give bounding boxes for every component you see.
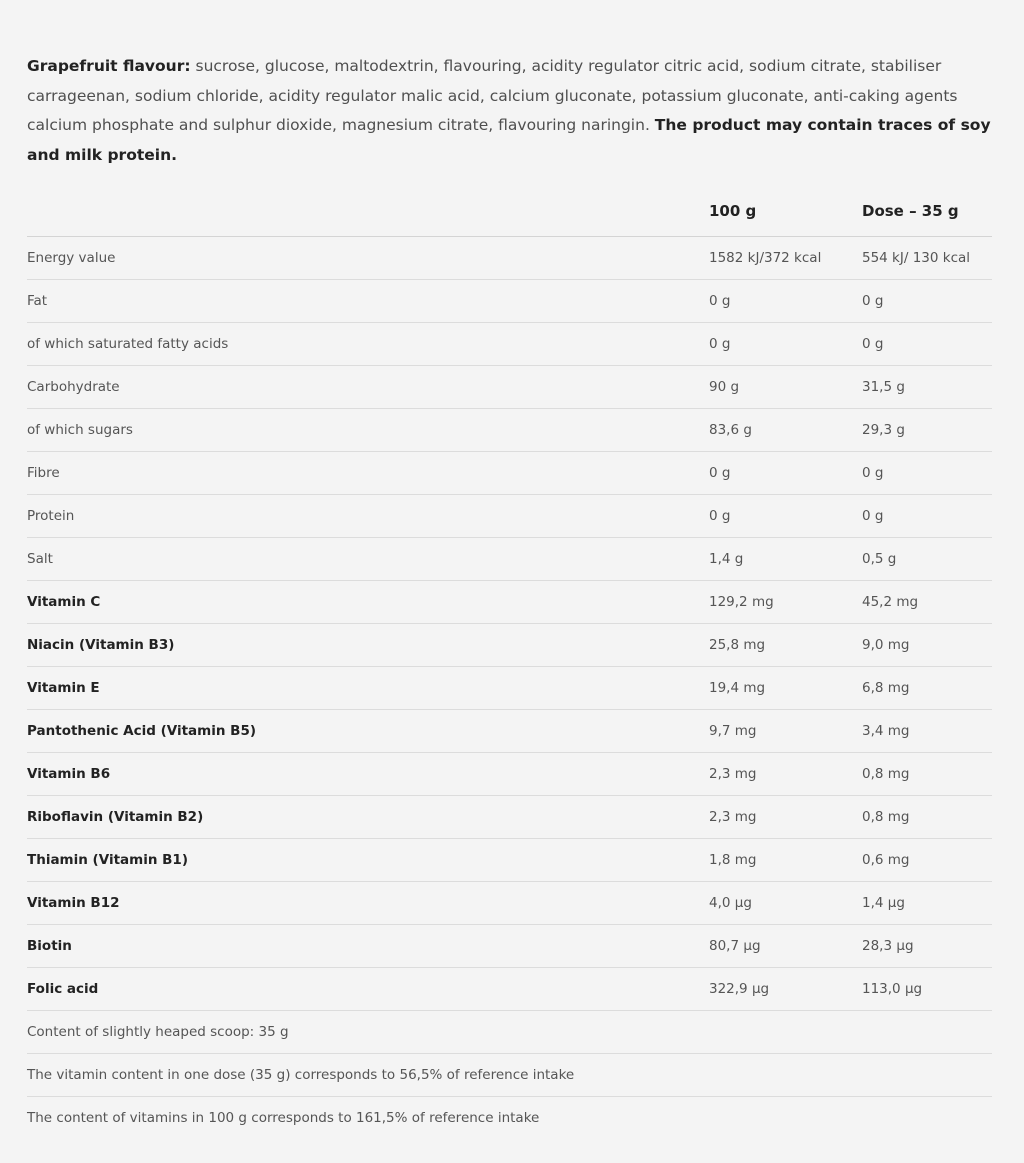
ingredients-text: sucrose, glucose, maltodextrin, flavouring, acidity regulator citric acid, sodium citrate, stabiliser carrageenan, sodium chloride, acidity regulator malic acid, calcium gluconate, potassium gluconate, anti-caking agents calcium phosphate and sulphur dioxide, magnesium citrate, flavouring naringin. [27, 57, 958, 134]
nutrient-name: Vitamin C [27, 594, 101, 610]
table-row [27, 237, 992, 280]
per-dose-value: 3,4 mg [862, 723, 910, 739]
per-100g-value: 4,0 µg [709, 895, 752, 911]
per-100g-value: 2,3 mg [709, 766, 757, 782]
per-dose-value: 0,6 mg [862, 852, 910, 868]
nutrient-name: Vitamin E [27, 680, 100, 696]
per-100g-value: 1,4 g [709, 551, 744, 567]
per-dose-value: 554 kJ/ 130 kcal [862, 250, 971, 266]
per-dose-value: 1,4 µg [862, 895, 905, 911]
per-dose-value: 0 g [862, 465, 884, 481]
nutrient-name: Vitamin B6 [27, 766, 111, 782]
nutrient-name: Energy value [27, 250, 116, 266]
table-row [27, 452, 992, 495]
table-row [27, 366, 992, 409]
per-dose-value: 9,0 mg [862, 637, 910, 653]
nutrient-name: of which sugars [27, 422, 133, 438]
per-100g-value: 2,3 mg [709, 809, 757, 825]
table-row [27, 882, 992, 925]
nutrient-name: Fibre [27, 465, 60, 481]
nutrient-name: Fat [27, 293, 48, 309]
per-100g-value: 322,9 µg [709, 981, 770, 997]
per-100g-value: 0 g [709, 293, 731, 309]
nutrient-name: Thiamin (Vitamin B1) [27, 852, 188, 868]
per-dose-value: 31,5 g [862, 379, 905, 395]
nutrient-name: Folic acid [27, 981, 99, 997]
table-row [27, 968, 992, 1011]
per-dose-value: 28,3 µg [862, 938, 914, 954]
product-info [27, 52, 992, 1139]
scoop-content-note: Content of slightly heaped scoop: 35 g [27, 1011, 992, 1054]
per-100g-value: 25,8 mg [709, 637, 766, 653]
nutrient-name: of which saturated fatty acids [27, 336, 229, 352]
nutrient-name: Carbohydrate [27, 379, 120, 395]
per-dose-value: 0 g [862, 508, 884, 524]
per-100g-value: 9,7 mg [709, 723, 757, 739]
header-per-dose: Dose – 35 g [862, 202, 959, 220]
ingredients-paragraph [27, 52, 992, 170]
per-100g-value: 19,4 mg [709, 680, 766, 696]
table-row [27, 409, 992, 452]
table-header-row [27, 186, 992, 237]
per-100g-value: 1,8 mg [709, 852, 757, 868]
per-dose-value: 6,8 mg [862, 680, 910, 696]
ingredients-label: Grapefruit flavour: [27, 57, 191, 75]
allergen-warning: The product may contain traces of soy and milk protein. [27, 116, 991, 164]
table-row [27, 710, 992, 753]
table-row [27, 925, 992, 968]
per-100g-value: 0 g [709, 465, 731, 481]
dose-reference-intake-note: The vitamin content in one dose (35 g) corresponds to 56,5% of reference intake [27, 1054, 992, 1097]
per-100g-value: 90 g [709, 379, 740, 395]
per-dose-value: 0,8 mg [862, 766, 910, 782]
per-100g-value: 83,6 g [709, 422, 752, 438]
nutrient-name: Salt [27, 551, 53, 567]
nutrient-name: Protein [27, 508, 75, 524]
nutrient-name: Niacin (Vitamin B3) [27, 637, 175, 653]
table-row [27, 538, 992, 581]
per-dose-value: 45,2 mg [862, 594, 919, 610]
table-row [27, 323, 992, 366]
per-100g-value: 129,2 mg [709, 594, 774, 610]
per-dose-value: 0,8 mg [862, 809, 910, 825]
nutrient-name: Riboflavin (Vitamin B2) [27, 809, 204, 825]
table-row [27, 495, 992, 538]
nutrition-table [27, 186, 992, 1139]
nutrient-name: Vitamin B12 [27, 895, 120, 911]
table-row [27, 581, 992, 624]
table-row [27, 280, 992, 323]
per-dose-value: 29,3 g [862, 422, 905, 438]
nutrient-name: Biotin [27, 938, 72, 954]
table-row [27, 753, 992, 796]
per-100g-value: 80,7 µg [709, 938, 761, 954]
per-dose-value: 0,5 g [862, 551, 897, 567]
table-row [27, 796, 992, 839]
per-dose-value: 113,0 µg [862, 981, 923, 997]
per-dose-value: 0 g [862, 336, 884, 352]
per-100g-value: 0 g [709, 336, 731, 352]
per-100g-value: 1582 kJ/372 kcal [709, 250, 822, 266]
table-row [27, 667, 992, 710]
per-dose-value: 0 g [862, 293, 884, 309]
table-row [27, 624, 992, 667]
table-row [27, 839, 992, 882]
per-100g-value: 0 g [709, 508, 731, 524]
nutrient-name: Pantothenic Acid (Vitamin B5) [27, 723, 257, 739]
per-100g-reference-intake-note: The content of vitamins in 100 g corresponds to 161,5% of reference intake [27, 1110, 540, 1126]
header-per-100g: 100 g [709, 202, 757, 220]
